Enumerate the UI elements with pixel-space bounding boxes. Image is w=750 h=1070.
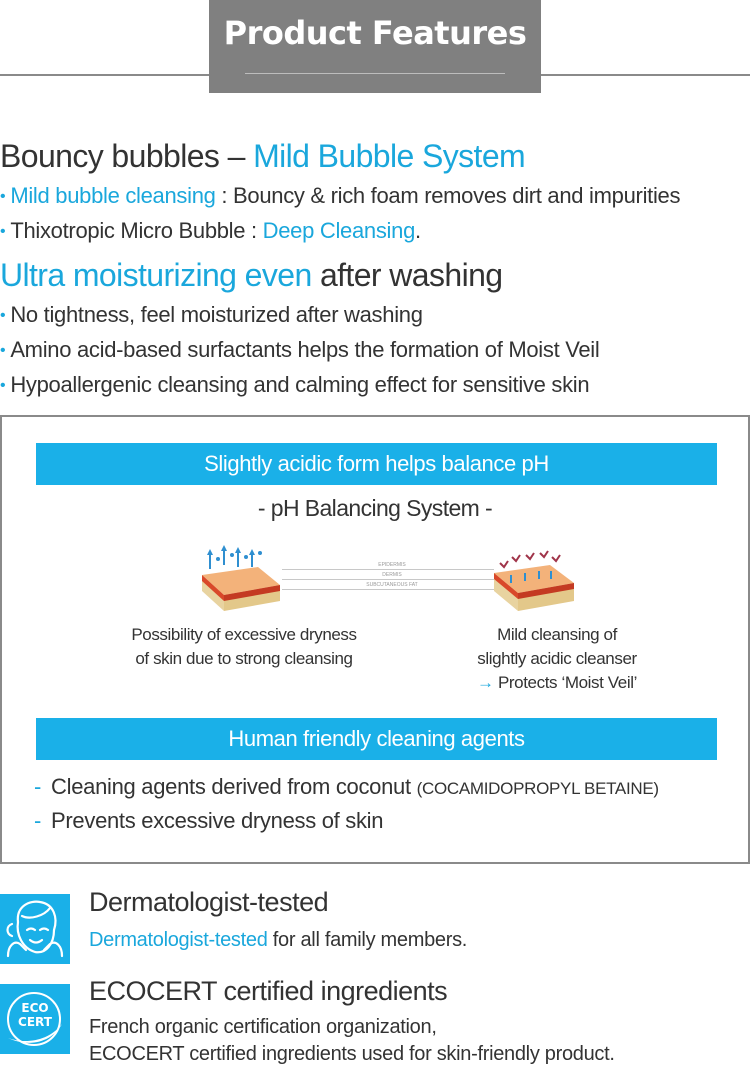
mild-cleansing-skin-icon — [492, 545, 578, 615]
ecocert-text — [89, 1014, 615, 1068]
dermatologist-text — [89, 927, 467, 954]
list-item — [0, 369, 750, 404]
bullet-highlight: Mild bubble cleansing — [10, 183, 216, 208]
mild-cleansing-caption — [422, 623, 692, 695]
layer-line — [282, 579, 494, 580]
moisture-heading — [0, 257, 502, 294]
item-note: (COCAMIDOPROPYL BETAINE) — [416, 779, 659, 798]
item-text: Prevents excessive dryness of skin — [51, 808, 384, 833]
item-text: Cleaning agents derived from coconut — [51, 774, 417, 799]
bullet-text: Thixotropic Micro Bubble : — [10, 218, 263, 243]
list-item — [34, 805, 659, 837]
bullet-text: Hypoallergenic cleansing and calming effect for sensitive skin — [10, 372, 590, 397]
bubbles-heading-blue: Mild Bubble System — [253, 138, 526, 174]
arrow-right-icon: → — [477, 673, 494, 692]
page-title: Product Features — [223, 14, 527, 52]
layer-label: DERMIS — [382, 572, 402, 578]
ecocert-line: ECOCERT certified ingredients used for skin-friendly product. — [89, 1043, 615, 1065]
bullet-highlight: Deep Cleansing — [262, 218, 416, 243]
ph-banner: Slightly acidic form helps balance pH — [36, 443, 717, 485]
bubbles-bullet-list — [0, 180, 750, 250]
dash-marker: - — [34, 808, 42, 833]
header-banner — [209, 0, 541, 93]
bubbles-heading-plain: Bouncy bubbles – — [0, 138, 254, 174]
list-item — [0, 180, 750, 215]
bullet-text: Amino acid-based surfactants helps the formation of Moist Veil — [10, 337, 600, 362]
layer-line — [282, 589, 494, 590]
moisture-bullet-list — [0, 299, 750, 404]
layer-label: SUBCUTANEOUS FAT — [366, 582, 418, 588]
list-item — [0, 334, 750, 369]
layer-line — [282, 569, 494, 570]
bullet-dot: • — [0, 223, 6, 240]
dash-marker: - — [34, 774, 42, 799]
agents-list — [34, 771, 659, 837]
agents-banner: Human friendly cleaning agents — [36, 718, 717, 760]
bubbles-heading — [0, 138, 525, 175]
ecocert-leaf-icon — [0, 984, 70, 1054]
caption-line: Mild cleansing of — [497, 625, 617, 644]
layer-label: EPIDERMIS — [378, 562, 406, 568]
badge-line: CERT — [18, 1015, 52, 1029]
moisture-heading-blue: Ultra moisturizing even — [0, 257, 312, 293]
dermatologist-rest: for all family members. — [267, 929, 468, 951]
smiling-face-icon — [0, 894, 70, 964]
caption-line: of skin due to strong cleansing — [135, 649, 353, 668]
ph-system-title: - pH Balancing System - — [257, 495, 493, 521]
bullet-text-end: . — [415, 218, 421, 243]
ecocert-badge-text — [0, 1001, 70, 1029]
moisture-heading-plain: after washing — [311, 257, 503, 293]
caption-line: Possibility of excessive dryness — [131, 625, 357, 644]
list-item — [0, 215, 750, 250]
harsh-cleansing-caption — [102, 623, 386, 671]
protects-text: Protects ‘Moist Veil’ — [493, 673, 637, 692]
dermatologist-title: Dermatologist-tested — [89, 887, 329, 917]
badge-line: ECO — [21, 1001, 49, 1015]
bullet-dot: • — [0, 307, 6, 324]
bullet-text: No tightness, feel moisturized after washing — [10, 302, 423, 327]
bullet-dot: • — [0, 342, 6, 359]
list-item — [0, 299, 750, 334]
header-underline — [245, 73, 505, 74]
harsh-cleansing-skin-icon — [198, 545, 284, 615]
caption-line: slightly acidic cleanser — [477, 649, 637, 668]
dermatologist-highlight: Dermatologist-tested — [89, 929, 268, 951]
bullet-dot: • — [0, 188, 6, 205]
list-item — [34, 771, 659, 805]
bullet-dot: • — [0, 377, 6, 394]
ecocert-title: ECOCERT certified ingredients — [89, 976, 448, 1006]
feature-panel — [0, 415, 750, 864]
caption-line — [422, 671, 692, 695]
ecocert-line: French organic certification organization, — [89, 1016, 437, 1038]
bullet-text: : Bouncy & rich foam removes dirt and impurities — [215, 183, 681, 208]
